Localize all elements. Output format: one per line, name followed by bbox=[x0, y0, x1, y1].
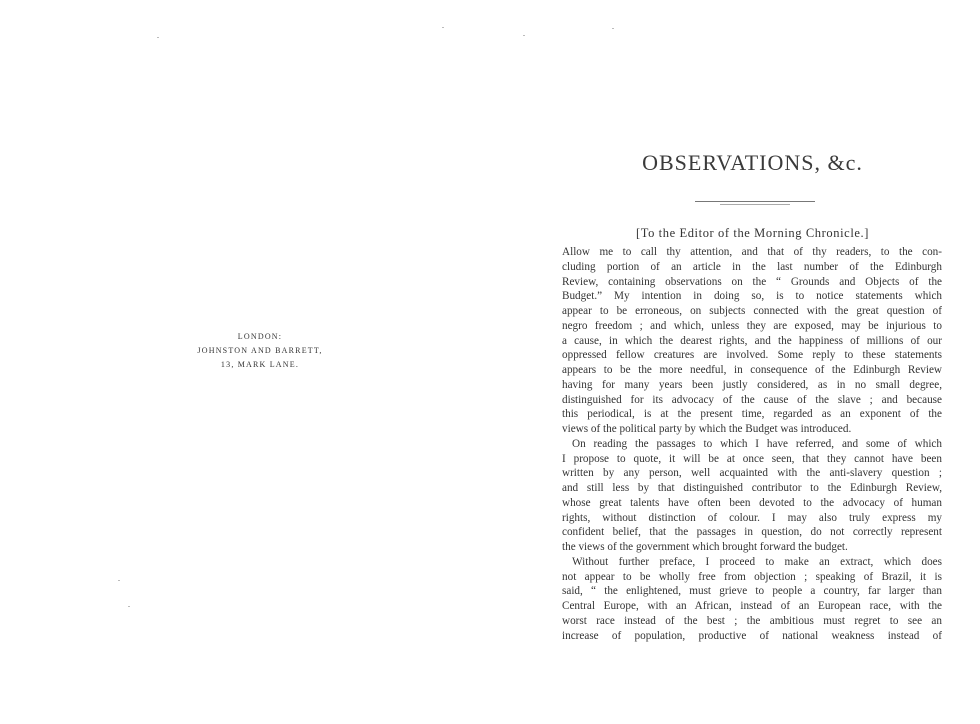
scan-speck bbox=[612, 28, 614, 29]
body-line: cluding portion of an article in the last number of the Edinburgh bbox=[562, 260, 942, 273]
imprint-address: 13, MARK LANE. bbox=[220, 360, 300, 369]
body-line: views of the political party by which the Budget was introduced. bbox=[562, 423, 852, 435]
body-line: confident belief, that the passages in question, do not correctly represent bbox=[562, 526, 942, 539]
body-line: negro freedom ; and which, unless they are exposed, may be injurious to bbox=[562, 319, 942, 332]
body-line: Allow me to call thy attention, and that of thy readers, to the con- bbox=[562, 246, 942, 258]
body-line: distinguished for its advocacy of the cause of the slave ; and because bbox=[562, 393, 942, 406]
body-line: oppressed fellow creatures are involved. Some reply to these statements bbox=[562, 349, 942, 362]
body-line: I propose to quote, it will be at once seen, that they cannot have been bbox=[562, 452, 942, 465]
body-line: Review, containing observations on the “ Grounds and Objects of the bbox=[562, 275, 942, 288]
scan-speck bbox=[118, 580, 120, 581]
title-rule-secondary bbox=[720, 204, 790, 205]
body-line: written by any person, well acquainted with the anti-slavery question ; bbox=[562, 467, 942, 480]
body-line: having for many years been justly considered, as in no small degree, bbox=[562, 378, 942, 391]
scan-speck bbox=[128, 606, 130, 607]
body-line: Without further preface, I proceed to make an extract, which does bbox=[572, 555, 942, 568]
title-rule bbox=[695, 201, 815, 202]
body-line: whose great talents have often been devoted to the advocacy of human bbox=[562, 496, 942, 509]
body-line: the views of the government which brought forward the budget. bbox=[562, 541, 848, 553]
letter-body bbox=[562, 245, 942, 643]
letter-heading: [To the Editor of the Morning Chronicle.] bbox=[635, 226, 870, 240]
body-line: rights, without distinction of colour. I may also truly express my bbox=[562, 511, 942, 524]
body-line: not appear to be wholly free from objection ; speaking of Brazil, it is bbox=[562, 570, 942, 583]
body-line: said, “ the enlightened, must grieve to people a country, far larger than bbox=[562, 585, 942, 598]
body-line: this periodical, is at the present time, regarded as an exponent of the bbox=[562, 408, 942, 421]
body-line: appears to be the more needful, in consequence of the Edinburgh Review bbox=[562, 364, 942, 376]
body-line: worst race instead of the best ; the ambitious must regret to see an bbox=[562, 614, 942, 627]
body-line: increase of population, productive of national weakness instead of bbox=[562, 629, 942, 642]
body-line: a cause, in which the dearest rights, and the happiness of millions of our bbox=[562, 334, 942, 347]
imprint-printer: JOHNSTON AND BARRETT, bbox=[197, 346, 323, 355]
scan-speck bbox=[442, 27, 444, 28]
imprint-city: LONDON: bbox=[237, 332, 283, 341]
printer-imprint bbox=[180, 330, 340, 372]
scan-speck bbox=[523, 35, 525, 36]
body-line: Budget.” My intention in doing so, is to notice statements which bbox=[562, 290, 942, 303]
body-line: Central Europe, with an African, instead of an European race, with the bbox=[562, 600, 942, 612]
scan-speck bbox=[157, 37, 159, 38]
body-line: On reading the passages to which I have referred, and some of which bbox=[572, 437, 942, 450]
page-title: OBSERVATIONS, &c. bbox=[642, 150, 863, 175]
body-line: appear to be erroneous, on subjects connected with the great question of bbox=[562, 305, 942, 317]
body-line: and still less by that distinguished contributor to the Edinburgh Review, bbox=[562, 482, 942, 494]
